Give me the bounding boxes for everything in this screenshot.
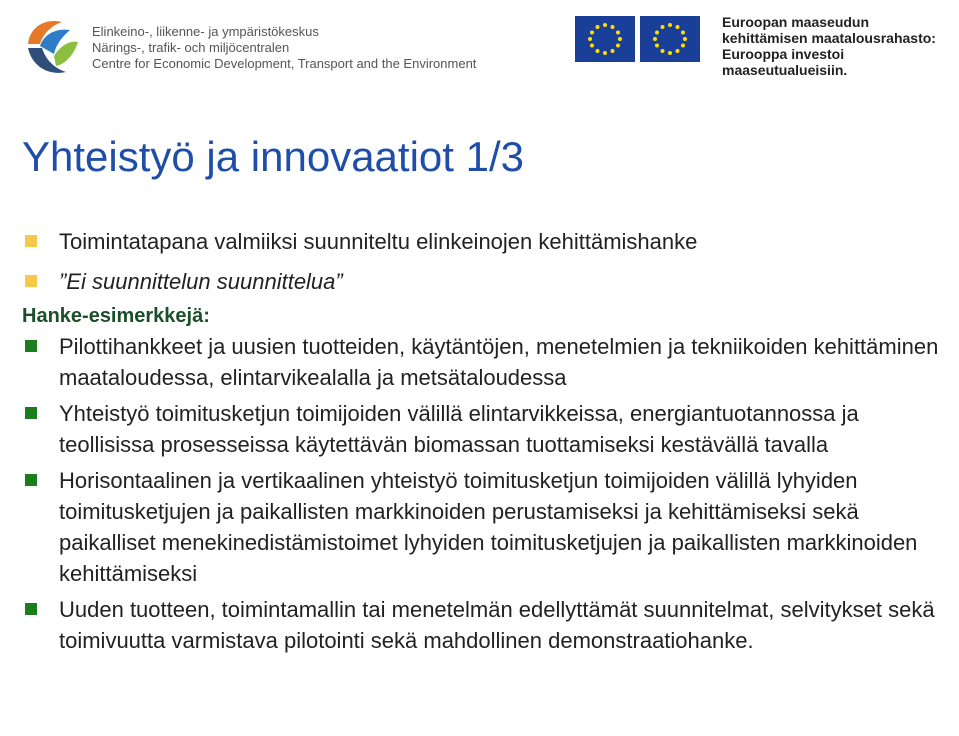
- page-title: Yhteistyö ja innovaatiot 1/3: [22, 133, 524, 180]
- eu-line-2: kehittämisen maatalousrahasto:: [722, 30, 936, 46]
- intro-item: [22, 226, 952, 257]
- intro-item-text: ”Ei suunnittelun suunnittelua”: [59, 269, 343, 294]
- example-item: [22, 594, 952, 656]
- square-bullet-icon: [25, 235, 37, 247]
- ely-line-fi: Elinkeino-, liikenne- ja ympäristökeskus: [92, 24, 319, 39]
- ely-centre-logo: [20, 14, 82, 80]
- square-bullet-icon: [25, 275, 37, 287]
- ely-line-sv: Närings-, trafik- och miljöcentralen: [92, 40, 290, 55]
- eu-line-3: Eurooppa investoi maaseutualueisiin.: [722, 46, 848, 78]
- eu-line-1: Euroopan maaseudun: [722, 14, 870, 30]
- ely-centre-name: [92, 24, 476, 72]
- header: [0, 0, 959, 90]
- example-item: [22, 465, 952, 589]
- square-bullet-icon: [25, 603, 37, 615]
- examples-subheading: Hanke-esimerkkejä:: [22, 305, 210, 327]
- square-bullet-icon: [25, 407, 37, 419]
- example-item-text: Pilottihankkeet ja uusien tuotteiden, käytäntöjen, menetelmien ja tekniikoiden kehittäminen maataloudessa, elintarvikealalla ja metsätaloudessa: [59, 334, 939, 390]
- intro-item: [22, 266, 952, 297]
- example-item-text: Yhteistyö toimitusketjun toimijoiden välillä elintarvikkeissa, energiantuotannossa ja teollisissa prosesseissa käytettävän biomassan tuottamiseksi kestävällä tavalla: [59, 401, 859, 457]
- example-item-text: Horisontaalinen ja vertikaalinen yhteistyö toimitusketjun toimijoiden välillä lyhyiden toimitusketjujen ja paikallisten markkinoiden perustamiseksi ja kehittämiseksi sekä paikalliset menekinedistämistoimet lyhyiden toimitusketjujen ja paikallisten markkinoiden kehittämiseksi: [59, 468, 918, 586]
- ely-line-en: Centre for Economic Development, Transport and the Environment: [92, 56, 477, 71]
- intro-item-text: Toimintatapana valmiiksi suunniteltu elinkeinojen kehittämishanke: [59, 229, 698, 254]
- example-item-text: Uuden tuotteen, toimintamallin tai menetelmän edellyttämät suunnitelmat, selvitykset sekä toimivuutta varmistava pilotointi sekä mahdollinen demonstraatiohanke.: [59, 597, 935, 653]
- example-item: [22, 398, 952, 460]
- example-item: [22, 331, 952, 393]
- eu-flag-icons: [575, 16, 700, 62]
- square-bullet-icon: [25, 474, 37, 486]
- eu-fund-text: [722, 14, 959, 78]
- square-bullet-icon: [25, 340, 37, 352]
- slide-content: [22, 226, 952, 656]
